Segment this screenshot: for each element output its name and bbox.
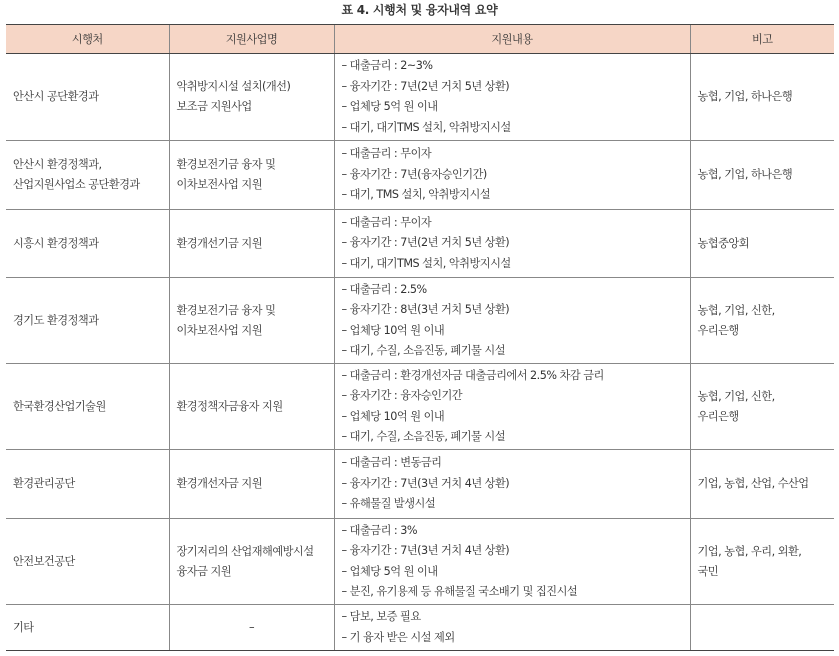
detail-item: – 분진, 유기용제 등 유해물질 국소배기 및 집진시설 — [341, 585, 578, 598]
cell-note: 농협, 기업, 신한, 우리은행 — [690, 278, 834, 364]
table-caption: 표 4. 시행처 및 융자내역 요약 — [341, 3, 498, 17]
details-list — [342, 56, 683, 138]
detail-item: – 융자기간 : 융자승인기간 — [341, 389, 463, 402]
detail-item: – 융자기간 : 7년(2년 거치 5년 상환) — [341, 236, 510, 250]
detail-item: – 담보, 보증 필요 — [341, 610, 421, 623]
cell-note: 기업, 농협, 우리, 외환, 국민 — [690, 519, 834, 605]
cell-program: – — [169, 605, 334, 651]
cell-note: 농협, 기업, 신한, 우리은행 — [690, 364, 834, 450]
table-body — [6, 54, 834, 651]
cell-program: 환경정책자금융자 지원 — [169, 364, 334, 450]
table-row — [6, 141, 834, 210]
cell-agency: 안전보건공단 — [6, 519, 169, 605]
cell-program: 장기저리의 산업재해예방시설 융자금 지원 — [169, 519, 334, 605]
detail-item: – 업체당 10억 원 이내 — [341, 409, 445, 423]
cell-note: 기업, 농협, 산업, 수산업 — [690, 450, 834, 519]
detail-item: – 융자기간 : 7년(3년 거치 4년 상환) — [341, 476, 510, 490]
cell-note: 농협중앙회 — [690, 210, 834, 278]
detail-item: – 업체당 5억 원 이내 — [341, 564, 438, 578]
loan-summary-table — [6, 24, 834, 651]
detail-item: – 융자기간 : 7년(3년 거치 4년 상환) — [341, 544, 510, 557]
header-program: 지원사업명 — [169, 25, 334, 54]
cell-agency: 안산시 환경정책과, 산업지원사업소 공단환경과 — [6, 141, 169, 210]
cell-agency: 환경관리공단 — [6, 450, 169, 519]
cell-details — [334, 605, 690, 651]
details-list — [342, 280, 683, 362]
cell-details — [334, 364, 690, 450]
cell-agency: 기타 — [6, 605, 169, 651]
detail-item: – 대기, TMS 설치, 악취방지시설 — [341, 188, 491, 202]
detail-item: – 업체당 5억 원 이내 — [341, 100, 438, 113]
table-row — [6, 54, 834, 141]
cell-program: 환경개선기금 지원 — [169, 210, 334, 278]
cell-agency: 한국환경산업기술원 — [6, 364, 169, 450]
cell-program: 환경보전기금 융자 및 이차보전사업 지원 — [169, 141, 334, 210]
details-list — [342, 366, 683, 448]
header-agency: 시행처 — [6, 25, 169, 54]
detail-item: – 대기, 수질, 소음진동, 폐기물 시설 — [341, 430, 506, 443]
cell-details — [334, 54, 690, 141]
detail-item: – 융자기간 : 8년(3년 거치 5년 상환) — [341, 303, 510, 316]
detail-item: – 업체당 10억 원 이내 — [341, 323, 445, 337]
details-list — [342, 213, 683, 275]
cell-details — [334, 210, 690, 278]
detail-item: – 유해물질 발생시설 — [341, 497, 436, 511]
table-row — [6, 605, 834, 651]
table-row — [6, 210, 834, 278]
detail-item: – 기 융자 받은 시설 제외 — [341, 630, 455, 644]
cell-agency: 경기도 환경정책과 — [6, 278, 169, 364]
header-note: 비고 — [690, 25, 834, 54]
table-row — [6, 519, 834, 605]
cell-agency: 시흥시 환경정책과 — [6, 210, 169, 278]
table-row — [6, 450, 834, 519]
details-list — [342, 453, 683, 515]
detail-item: – 대기, 대기TMS 설치, 악취방지시설 — [341, 256, 511, 270]
details-list — [342, 521, 683, 603]
cell-program: 악취방지시설 설치(개선) 보조금 지원사업 — [169, 54, 334, 141]
table-row — [6, 364, 834, 450]
detail-item: – 융자기간 : 7년(융자승인기간) — [341, 167, 487, 181]
cell-details — [334, 278, 690, 364]
detail-item: – 대기, 수질, 소음진동, 폐기물 시설 — [341, 344, 506, 357]
cell-program: 환경개선자금 지원 — [169, 450, 334, 519]
detail-item: – 대출금리 : 무이자 — [341, 147, 432, 161]
header-row — [6, 25, 834, 54]
table-row — [6, 278, 834, 364]
cell-details — [334, 519, 690, 605]
detail-item: – 대출금리 : 2.5% — [341, 282, 427, 296]
detail-item: – 융자기간 : 7년(2년 거치 5년 상환) — [341, 79, 510, 93]
detail-item: – 대출금리 : 환경개선자금 대출금리에서 2.5% 차감 금리 — [341, 368, 604, 382]
detail-item: – 대출금리 : 3% — [341, 523, 418, 537]
details-list — [342, 144, 683, 206]
details-list — [342, 607, 683, 648]
detail-item: – 대출금리 : 변동금리 — [341, 456, 442, 470]
detail-item: – 대출금리 : 무이자 — [341, 215, 432, 229]
header-details: 지원내용 — [334, 25, 690, 54]
cell-note — [690, 605, 834, 651]
detail-item: – 대기, 대기TMS 설치, 악취방지시설 — [341, 120, 511, 134]
cell-note: 농협, 기업, 하나은행 — [690, 54, 834, 141]
cell-note: 농협, 기업, 하나은행 — [690, 141, 834, 210]
cell-details — [334, 141, 690, 210]
detail-item: – 대출금리 : 2~3% — [341, 59, 433, 72]
cell-agency: 안산시 공단환경과 — [6, 54, 169, 141]
cell-details — [334, 450, 690, 519]
cell-program: 환경보전기금 융자 및 이차보전사업 지원 — [169, 278, 334, 364]
